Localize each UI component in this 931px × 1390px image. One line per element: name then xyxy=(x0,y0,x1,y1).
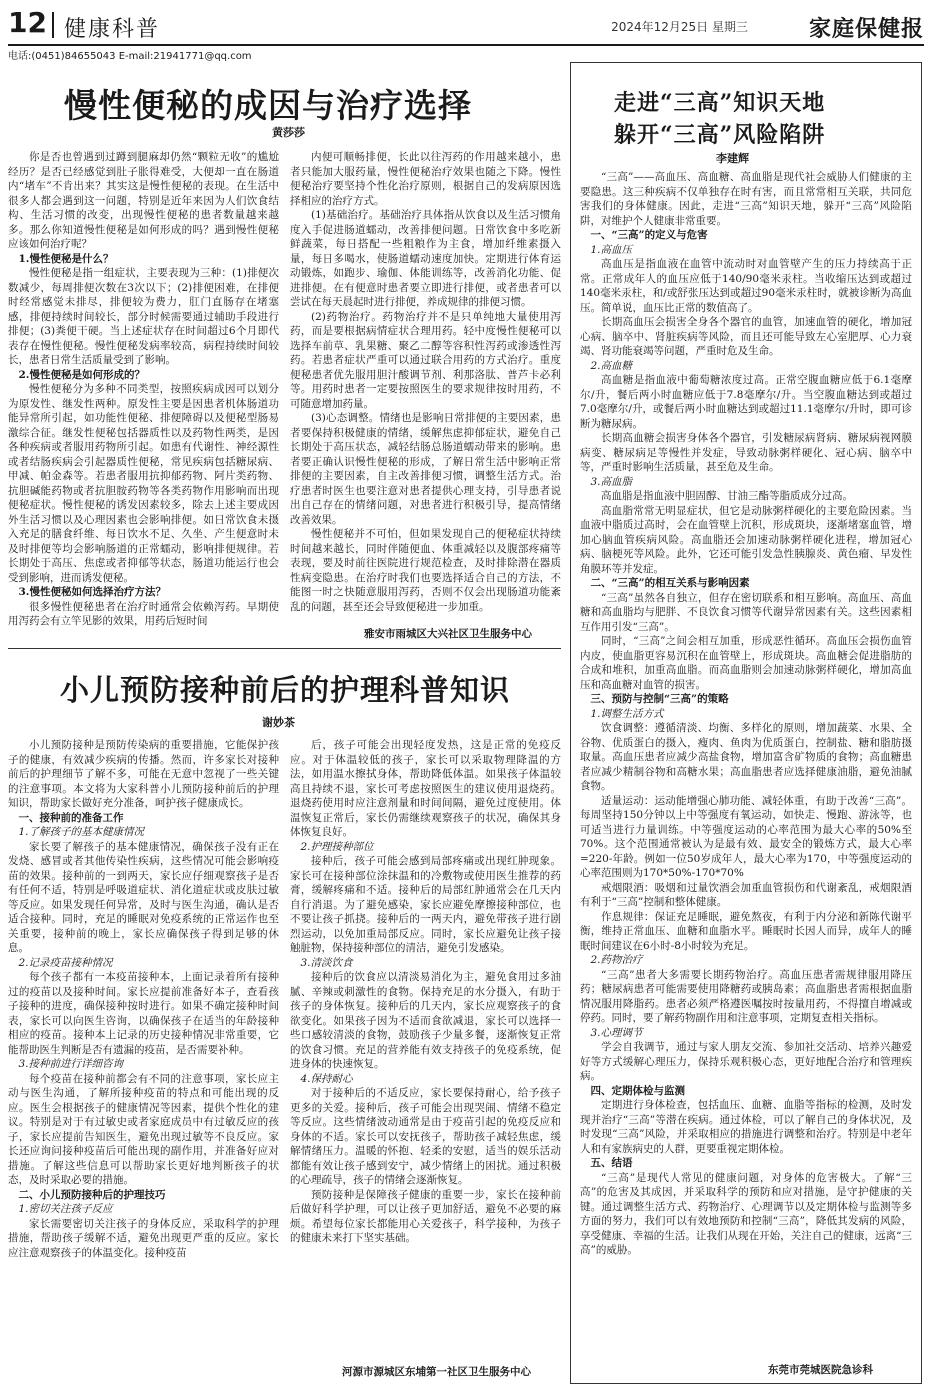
minor-heading: 4.保持耐心 xyxy=(300,1072,353,1085)
minor-heading: 1.调整生活方式 xyxy=(590,707,664,720)
paragraph: 高血糖是指血液中葡萄糖浓度过高。正常空腹血糖应低于6.1毫摩尔/升，餐后两小时血糖应低于7.8毫摩尔/升。当空腹血糖达到或超过7.0毫摩尔/升，或餐后两小时血糖达到或超过11.1毫摩尔/升时，即可诊断为糖尿病。 xyxy=(580,374,912,430)
paragraph: 家长要了解孩子的基本健康情况，确保孩子没有正在发烧、感冒或者其他传染性疾病，这些情况可能会影响疫苗的效果。接种前的一到两天，家长应仔细观察孩子是否有任何不适，特别是呼吸道症状、消化道症状或皮肤过敏等反应。如果发现任何异常，及时与医生沟通，确认是否适合接种。同时，充足的睡眠对免疫系统的正常运作也至关重要，接种前的晚上，家长应确保孩子得到足够的休息。 xyxy=(8,840,279,954)
subheading: 四、定期体检与监测 xyxy=(590,1084,685,1097)
article2-title: 小儿预防接种前后的护理科普知识 xyxy=(60,673,511,707)
paragraph: 戒烟限酒：吸烟和过量饮酒会加重血管损伤和代谢紊乱，戒烟限酒有利于“三高”控制和整体健康。 xyxy=(580,881,912,908)
paragraph: (1)基础治疗。基础治疗具体指从饮食以及生活习惯角度入手促进肠道蠕动，改善排便问题。日常饮食中多吃新鲜蔬菜，每日搭配一些粗粮作为主食，增加纤维素摄入量，每日多喝水，使肠道蠕动速度加快。定期进行体育运动锻炼，如跑步、瑜伽、体能训练等，改善消化功能、促进排便。在有便意时患者要立即进行排便，或者患者可以尝试在每天晨起时进行排便，养成规律的排便习惯。 xyxy=(290,209,561,308)
page-header xyxy=(8,8,924,42)
minor-heading: 2.护理接种部位 xyxy=(300,840,374,853)
minor-heading: 1.了解孩子的基本健康情况 xyxy=(18,826,145,838)
paragraph: 学会自我调节，通过与家人朋友交流、参加社交活动、培养兴趣爱好等方式缓解心理压力，保持乐观积极心态，更好地配合治疗和管理疾病。 xyxy=(580,1041,912,1082)
subheading: 二、小儿预防接种后的护理技巧 xyxy=(18,1188,166,1201)
header-divider xyxy=(52,12,54,38)
subheading: 五、结语 xyxy=(590,1157,633,1169)
minor-heading: 3.心理调节 xyxy=(590,1026,643,1039)
minor-heading: 1.高血压 xyxy=(590,243,633,256)
paragraph: 家长需要密切关注孩子的身体反应，采取科学的护理措施，帮助孩子缓解不适，避免出现更严重的反应。家长应注意观察孩子的体温变化。接种疫苗 xyxy=(8,1217,279,1259)
paragraph: 高血脂常常无明显症状，但它是动脉粥样硬化的主要危险因素。当血液中脂质过高时，会在血管壁上沉积，形成斑块，逐渐堵塞血管，增加心脑血管疾病风险。高血脂还会加速动脉粥样硬化进程，增加冠心病、脑梗死等风险。此外，它还可能引发急性胰腺炎、黄色瘤、早发性角膜环等并发症。 xyxy=(580,504,912,575)
paragraph: 你是否也曾遇到过蹲到腿麻却仍然“颗粒无收”的尴尬经历？是否已经感觉到肚子胀得难受，大便却一直在肠道内“堵车”不肯出来？其实这是慢性便秘的表现。在生活中很多人都会遇到这一问题，特别是近年来因为人们饮食结构、生活习惯的改变，出现慢性便秘的患者数量越来越多。那么你知道慢性便秘是如何形成的吗？遇到慢性便秘应该如何治疗呢？ xyxy=(8,151,279,250)
page-number: 12 xyxy=(8,6,47,39)
article1-title: 慢性便秘的成因与治疗选择 xyxy=(64,86,472,125)
article-divider xyxy=(8,648,561,649)
article3-body xyxy=(580,170,912,1354)
minor-heading: 3.清淡饮食 xyxy=(300,956,353,969)
paragraph: “三高”是现代人常见的健康问题，对身体的危害极大。了解“三高”的危害及其成因，并采取科学的预防和应对措施，是守护健康的关键。通过调整生活方式、药物治疗、心理调节以及定期体检与监测等多方面的努力，我们可以有效地预防和控制“三高”，降低其发病的风险，享受健康、幸福的生活。让我们从现在开始，关注自己的健康，远离“三高”的威胁。 xyxy=(580,1171,912,1256)
minor-heading: 3.高血脂 xyxy=(590,475,633,488)
paragraph: 内便可顺畅排便，长此以往泻药的作用越来越小，患者只能加大服药量，慢性便秘治疗效果也随之下降。慢性便秘治疗要坚持个性化治疗原则，根据自己的发病原因选择相应的治疗方式。 xyxy=(290,151,561,207)
paragraph: 很多慢性便秘患者在治疗时通常会依赖泻药。早期使用泻药会有立竿见影的效果，用药后短时间 xyxy=(8,600,279,627)
section-name: 健康科普 xyxy=(64,17,161,42)
article2-author: 谢妙茶 xyxy=(262,716,295,729)
subheading: 三、预防与控制“三高”的策略 xyxy=(590,693,729,705)
article1-author: 黄莎莎 xyxy=(272,126,305,139)
paragraph: 长期高血压会损害全身各个器官的血管，加速血管的硬化，增加冠心病、脑卒中、肾脏疾病等风险，而且还可能导致左心室肥厚、心力衰竭、肾功能衰竭等问题，严重时危及生命。 xyxy=(580,316,912,357)
paragraph: 饮食调整：遵循清淡、均衡、多样化的原则，增加蔬菜、水果、全谷物、优质蛋白的摄入，瘦肉、鱼肉为优质蛋白，控制盐、糖和脂肪摄取量。高血压患者应减少高盐食物，增加富含矿物质的食物；高血糖患者应减少精制谷物和高糖水果；高血脂患者应选择健康油脂，避免油腻食物。 xyxy=(580,722,912,792)
paragraph: (3)心态调整。情绪也是影响日常排便的主要因素，患者要保持积极健康的情绪，缓解焦虑抑郁症状，避免自己长期处于高压状态，减轻结肠总肠道蠕动带来的影响。患者要正确认识慢性便秘的形成，了解日常生活中影响正常排便的主要因素，自主改善排便习惯，调整生活方式。治疗患者时医生也要注意对患者提供心理支持，引导患者说出自己存在的情绪问题，对患者进行积极引导，提高情绪改善效果。 xyxy=(290,412,561,526)
minor-heading: 2.药物治疗 xyxy=(590,954,643,966)
paragraph: (2)药物治疗。药物治疗并不是只单纯地大量使用泻药，而是要根据病情症状合理用药。轻中度慢性便秘可以选择车前草、乳果糖、聚乙二醇等容积性泻药或渗透性泻药。若患者症状严重可以通过联合用药的方式治疗。重度便秘患者优先服用胆汁酸调节剂、利那洛肽、普芦卡必利等。用药时患者一定要按照医生的要求规律按时用药，不可随意增加药量。 xyxy=(290,310,561,410)
minor-heading: 2.记录疫苗接种情况 xyxy=(18,956,113,969)
minor-heading: 2.高血糖 xyxy=(590,359,633,372)
paragraph: “三高”——高血压、高血糖、高血脂是现代社会威胁人们健康的主要隐患。这三种疾病不仅单独存在时有害，而且常常相互关联，共同危害我们的身体健康。因此，走进“三高”知识天地，躲开“三高”风险陷阱，对维护个人健康非常重要。 xyxy=(580,171,912,227)
paragraph: 小儿预防接种是预防传染病的重要措施，它能保护孩子的健康，有效减少疾病的传播。然而，许多家长对接种前后的护理细节了解不多，可能在无意中忽视了一些关键的注意事项。本文将为大家科普小儿预防接种前后的护理知识，帮助家长做好充分准备，呵护孩子健康成长。 xyxy=(8,739,279,809)
paragraph: 对于接种后的不适反应，家长要保持耐心，给予孩子更多的关爱。接种后，孩子可能会出现哭闹、情绪不稳定等反应。这些情绪波动通常是由于疫苗引起的免疫反应和身体的不适。家长可以安抚孩子，帮助孩子减轻焦虑，缓解情绪压力。温暖的怀抱、轻柔的安慰，适当的娱乐活动都能有效让孩子感到安宁，减少情绪上的困扰。通过积极的心理疏导，孩子的情绪会逐渐恢复。 xyxy=(290,1087,561,1186)
minor-heading: 1.密切关注孩子反应 xyxy=(18,1203,113,1215)
paragraph: 定期进行身体检查，包括血压、血糖、血脂等指标的检测，及时发现并治疗“三高”等潜在疾病。通过体检，可以了解自己的身体状况，及时发现“三高”风险，并采取相应的措施进行调整和治疗。特别是中老年人和有家族病史的人群，更要重视定期体检。 xyxy=(580,1099,912,1155)
paragraph: 慢性便秘分为多种不同类型，按照疾病成因可以划分为原发性、继发性两种。原发性主要是因患者机体肠道功能异常所引起，如功能性便秘、排便障碍以及便秘型肠易激综合征。继发性便秘包括器质性以及药物性两类，是因各种疾病或者服用药物所引起。如患有代谢性、神经源性或者结肠疾病会引起器质性便秘，常见疾病包括糖尿病、甲减、帕金森等。若患者服用抗抑郁药物、阿片类药物、抗胆碱能药物或者抗胆胺药物等各类药物作用影响而出现便秘症状。慢性便秘的诱发因素较多，除去上述主要成因外生活习惯以及心理因素也会影响排便。如日常饮食未摄入充足的膳食纤维、每日饮水不足、久坐、产生便意时未及时排便等均会影响肠道的正常蠕动，影响排便规律。若长期处于高压、焦虑或者抑郁等状态，肠道功能运行也会受到影响，进而诱发便秘。 xyxy=(8,383,279,584)
paper-name: 家庭保健报 xyxy=(808,16,924,42)
paragraph: “三高”虽然各自独立，但存在密切联系和相互影响。高血压、高血糖和高血脂均与肥胖、不良饮食习惯等代谢异常因素有关。这些因素相互作用引发“三高”。 xyxy=(580,591,912,633)
article1-column-2 xyxy=(290,150,561,622)
subheading: 1.慢性便秘是什么？ xyxy=(18,252,114,265)
header-rule xyxy=(8,44,924,46)
article2-source: 河源市源城区东埔第一社区卫生服务中心 xyxy=(342,1366,531,1378)
paragraph: 慢性便秘并不可怕，但如果发现自己的便秘症状持续时间越来越长，同时伴随便血、体重减轻以及腹部疼痛等表现，要及时前往医院进行规范检查，及时排除潜在器质性病变隐患。在治疗时我们也要选择适合自己的方法，不能图一时之快随意服用泻药，否则不仅会出现肠道功能紊乱的问题，甚至还会导致便秘进一步加重。 xyxy=(290,528,561,613)
paragraph: 后，孩子可能会出现轻度发热，这是正常的免疫反应。对于体温较低的孩子，家长可以采取物理降温的方法，如用温水擦拭身体，帮助降低体温。如果孩子体温较高且持续不退，家长可考虑按照医生的建议使用退烧药。退烧药使用时应注意剂量和时间间隔，避免过度使用。体温恢复正常后，家长仍需继续观察孩子的状况，确保其身体恢复良好。 xyxy=(290,739,561,838)
article3-title-line1: 走进“三高”知识天地 xyxy=(614,90,826,116)
subheading: 二、“三高”的相互关系与影响因素 xyxy=(590,577,750,589)
article2-column-2 xyxy=(290,738,561,1360)
paragraph: “三高”患者大多需要长期药物治疗。高血压患者需规律服用降压药；糖尿病患者可能需要使用降糖药或胰岛素；高血脂患者需根据血脂情况服用降脂药。患者必须严格遵医嘱按时按量用药，不得擅自增减或停药。同时，要了解药物副作用和注意事项，定期复查相关指标。 xyxy=(580,968,912,1024)
article1-source: 雅安市雨城区大兴社区卫生服务中心 xyxy=(364,628,532,640)
paragraph: 接种后，孩子可能会感到局部疼痛或出现红肿现象。家长可在接种部位涂抹温和的冷敷物或使用医生推荐的药膏，缓解疼痛和不适。接种后的局部红肿通常会在几天内自行消退。为了避免感染，家长应避免摩擦接种部位，也不要让孩子抓挠。接种后的一两天内，避免带孩子进行剧烈运动，以免加重局部反应。同时，家长应避免让孩子接触脏物，保持接种部位的清洁，避免引发感染。 xyxy=(290,855,561,954)
paragraph: 每个孩子都有一本疫苗接种本，上面记录着所有接种过的疫苗以及接种时间。家长应提前准备好本子，查看孩子接种的进度，确保接种按时进行。如果不确定接种时间表，家长可以向医生咨询，以确保孩子在适当的年龄接种相应的疫苗。接种本上记录的历史接种情况非常重要，它能帮助医生判断是否有遗漏的疫苗，是否需要补种。 xyxy=(8,971,279,1056)
paragraph: 每个疫苗在接种前都会有不同的注意事项，家长应主动与医生沟通，了解所接种疫苗的特点和可能出现的反应。医生会根据孩子的健康情况等因素，提供个性化的建议。特别是对于有过敏史或者家庭成员中有过敏反应的孩子，家长应提前告知医生，避免出现过敏等不良反应。家长还应询问接种疫苗后可能出现的副作用，并准备好应对措施。了解这些信息可以帮助家长更好地判断孩子的状态，及时采取必要的措施。 xyxy=(8,1072,279,1186)
paragraph: 接种后的饮食应以清淡易消化为主，避免食用过多油腻、辛辣或刺激性的食物。保持充足的水分摄入，有助于孩子的身体恢复。接种后的几天内，家长应观察孩子的食欲变化。如果孩子因为不适而食欲减退，家长可以选择一些口感较清淡的食物，鼓励孩子少量多餐，逐渐恢复正常的饮食习惯。充足的营养能有效支持孩子的免疫系统，促进身体的快速恢复。 xyxy=(290,971,561,1070)
subheading: 2.慢性便秘是如何形成的？ xyxy=(18,368,145,381)
paragraph: 长期高血糖会损害身体各个器官，引发糖尿病肾病、糖尿病视网膜病变、糖尿病足等慢性并发症，导致动脉粥样硬化、冠心病、脑卒中等，严重时影响生活质量，甚至危及生命。 xyxy=(580,432,912,473)
contact-info: 电话:(0451)84655043 E-mail:21941771@qq.com xyxy=(8,51,252,62)
paragraph: 高血脂是指血液中胆固醇、甘油三酯等脂质成分过高。 xyxy=(601,490,853,502)
paragraph: 作息规律：保证充足睡眠，避免熬夜，有利于内分泌和新陈代谢平衡，维持正常血压、血糖和血脂水平。睡眠时长因人而异，成年人的睡眠时间建议在6小时-8小时较为充足。 xyxy=(580,910,912,952)
issue-date: 2024年12月25日 星期三 xyxy=(611,20,748,34)
article3-source: 东莞市莞城医院急诊科 xyxy=(768,1364,873,1376)
paragraph: 慢性便秘是指一组症状，主要表现为三种：(1)排便次数减少，每周排便次数在3次以下；(2)排便困难，在排便时经常感觉未排尽，排便较为费力，肛门直肠存在堵塞感，排便持续时间较长，部分时候需要通过辅助手段进行排便；(3)粪便干硬。当上述症状存在时间超过6个月即代表存在慢性便秘。慢性便秘发病率较高，病程持续时间较长，患者日常生活质量受到了影响。 xyxy=(8,267,279,366)
article3-title-line2: 躲开“三高”风险陷阱 xyxy=(614,122,826,148)
subheading: 3.慢性便秘如何选择治疗方法？ xyxy=(18,586,166,598)
paragraph: 高血压是指血液在血管中流动时对血管壁产生的压力持续高于正常。正常成年人的血压应低于140/90毫米汞柱。当收缩压达到或超过140毫米汞柱，和/或舒张压达到或超过90毫米汞柱时，就被诊断为高血压。简单说，血压比正常的数值高了。 xyxy=(580,258,912,314)
paragraph: 同时，“三高”之间会相互加重，形成恶性循环。高血压会损伤血管内皮，使血脂更容易沉积在血管壁上，形成斑块。高血糖会促进脂肪的合成和堆积，加重高血脂。而高血脂则会加速动脉粥样硬化，增加高血压和高血糖对血管的损害。 xyxy=(580,635,912,691)
paragraph: 预防接种是保障孩子健康的重要一步，家长在接种前后做好科学护理，可以让孩子更加舒适，避免不必要的麻烦。希望每位家长都能用心关爱孩子，科学接种，为孩子的健康未来打下坚实基础。 xyxy=(290,1188,561,1244)
paragraph: 适量运动：运动能增强心肺功能、减轻体重，有助于改善“三高”。每周坚持150分钟以上中等强度有氧运动，如快走、慢跑、游泳等，也可适当进行力量训练。中等强度运动的心率范围为最大心率的50%至70%。这个范围通常被认为是最有效、最安全的锻炼方式，最大心率=220-年龄。例如一位50岁成年人，最大心率为170，中等强度运动的心率范围则为170*50%-170*70% xyxy=(580,794,912,879)
article3-author: 李建辉 xyxy=(716,152,749,165)
minor-heading: 3.接种前进行详细咨询 xyxy=(18,1058,124,1070)
subheading: 一、“三高”的定义与危害 xyxy=(590,229,708,241)
subheading: 一、接种前的准备工作 xyxy=(18,811,124,824)
article1-column-1 xyxy=(8,150,279,642)
article2-column-1 xyxy=(8,738,279,1382)
